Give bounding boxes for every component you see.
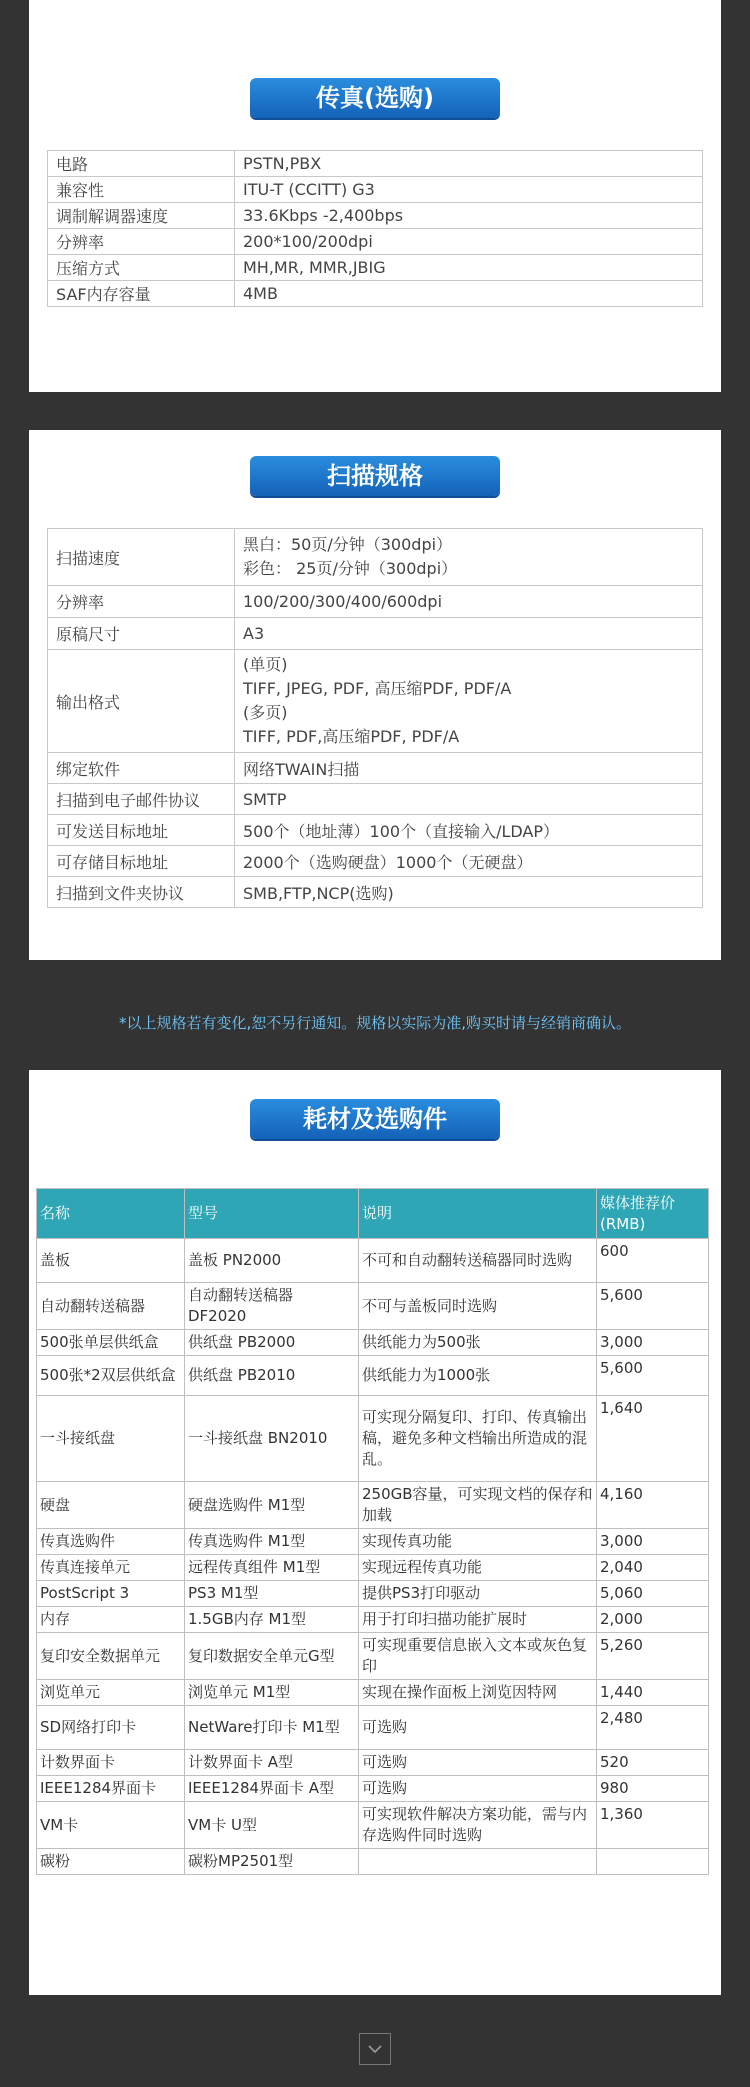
cell-name: 浏览单元 [37, 1680, 185, 1706]
table-row [48, 151, 703, 177]
spec-key: 扫描到文件夹协议 [48, 877, 235, 908]
cell-price: 2,000 [597, 1607, 709, 1633]
cell-name: 传真选购件 [37, 1529, 185, 1555]
cell-model: 硬盘选购件 M1型 [185, 1482, 359, 1529]
cell-desc: 供纸能力为1000张 [359, 1356, 597, 1396]
spec-key: 调制解调器速度 [48, 203, 235, 229]
spec-value: 500个（地址薄）100个（直接输入/LDAP） [235, 815, 703, 846]
table-row [37, 1776, 709, 1802]
spec-value-line: 黑白：50页/分钟（300dpi） [243, 535, 453, 554]
spec-value-line: (单页) [243, 655, 288, 674]
cell-price: 3,000 [597, 1330, 709, 1356]
spec-key: SAF内存容量 [48, 281, 235, 307]
table-row [37, 1706, 709, 1750]
cell-price: 5,600 [597, 1283, 709, 1330]
cell-price: 2,480 [597, 1706, 709, 1750]
cell-model: VM卡 U型 [185, 1802, 359, 1849]
table-row [48, 203, 703, 229]
spec-value: 100/200/300/400/600dpi [235, 586, 703, 618]
cell-desc: 供纸能力为500张 [359, 1330, 597, 1356]
table-row [48, 177, 703, 203]
spec-key: 输出格式 [48, 650, 235, 753]
cell-desc: 可选购 [359, 1750, 597, 1776]
fax-spec-table [47, 150, 703, 307]
cell-name: SD网络打印卡 [37, 1706, 185, 1750]
table-row [37, 1283, 709, 1330]
cell-name: PostScript 3 [37, 1581, 185, 1607]
table-row [48, 281, 703, 307]
cell-name: 计数界面卡 [37, 1750, 185, 1776]
cell-desc: 不可与盖板同时选购 [359, 1283, 597, 1330]
scan-spec-table [47, 528, 703, 908]
cell-model: 计数界面卡 A型 [185, 1750, 359, 1776]
column-header-name: 名称 [37, 1189, 185, 1239]
table-row [48, 650, 703, 753]
cell-model: 1.5GB内存 M1型 [185, 1607, 359, 1633]
cell-model: 供纸盘 PB2010 [185, 1356, 359, 1396]
cell-desc: 实现在操作面板上浏览因特网 [359, 1680, 597, 1706]
cell-desc: 可实现软件解决方案功能，需与内存选购件同时选购 [359, 1802, 597, 1849]
cell-model: 盖板 PN2000 [185, 1239, 359, 1283]
spec-value: 网络TWAIN扫描 [235, 753, 703, 784]
cell-desc: 用于打印扫描功能扩展时 [359, 1607, 597, 1633]
table-row [48, 784, 703, 815]
cell-price: 520 [597, 1750, 709, 1776]
spec-value: 2000个（选购硬盘）1000个（无硬盘） [235, 846, 703, 877]
spec-key: 扫描到电子邮件协议 [48, 784, 235, 815]
consumables-section-title: 耗材及选购件 [250, 1099, 500, 1139]
cell-desc [359, 1849, 597, 1875]
cell-price: 2,040 [597, 1555, 709, 1581]
table-row [48, 753, 703, 784]
cell-model: 供纸盘 PB2000 [185, 1330, 359, 1356]
cell-desc: 可实现分隔复印、打印、传真输出稿，避免多种文档输出所造成的混乱。 [359, 1396, 597, 1482]
table-row [48, 529, 703, 586]
cell-price: 5,600 [597, 1356, 709, 1396]
spec-value-line: TIFF, PDF,高压缩PDF, PDF/A [243, 727, 460, 746]
cell-price: 1,440 [597, 1680, 709, 1706]
cell-model: 碳粉MP2501型 [185, 1849, 359, 1875]
cell-price [597, 1849, 709, 1875]
cell-name: 一斗接纸盘 [37, 1396, 185, 1482]
cell-desc: 提供PS3打印驱动 [359, 1581, 597, 1607]
cell-price: 3,000 [597, 1529, 709, 1555]
cell-model: 远程传真组件 M1型 [185, 1555, 359, 1581]
spec-value-line: TIFF, JPEG, PDF, 高压缩PDF, PDF/A [243, 679, 512, 698]
cell-model: 浏览单元 M1型 [185, 1680, 359, 1706]
spec-value: MH,MR, MMR,JBIG [235, 255, 703, 281]
table-row [48, 815, 703, 846]
cell-desc: 实现传真功能 [359, 1529, 597, 1555]
cell-model: 一斗接纸盘 BN2010 [185, 1396, 359, 1482]
table-row [48, 586, 703, 618]
cell-name: 传真连接单元 [37, 1555, 185, 1581]
table-row [48, 229, 703, 255]
table-row [37, 1239, 709, 1283]
column-header-desc: 说明 [359, 1189, 597, 1239]
disclaimer-notice: *以上规格若有变化,恕不另行通知。规格以实际为准,购买时请与经销商确认。 [118, 1014, 632, 1032]
spec-key: 压缩方式 [48, 255, 235, 281]
cell-price: 5,060 [597, 1581, 709, 1607]
spec-key: 分辨率 [48, 229, 235, 255]
fax-spec-card [29, 0, 721, 392]
consumables-table [36, 1188, 709, 1875]
table-row [37, 1581, 709, 1607]
table-row [37, 1555, 709, 1581]
table-row [37, 1607, 709, 1633]
cell-model: 复印数据安全单元G型 [185, 1633, 359, 1680]
spec-value: SMB,FTP,NCP(选购) [235, 877, 703, 908]
cell-name: 500张单层供纸盒 [37, 1330, 185, 1356]
cell-name: VM卡 [37, 1802, 185, 1849]
table-row [37, 1802, 709, 1849]
scroll-down-button[interactable] [359, 2033, 391, 2065]
cell-name: 盖板 [37, 1239, 185, 1283]
spec-value-line: (多页) [243, 703, 288, 722]
spec-key: 原稿尺寸 [48, 618, 235, 650]
scan-section-title: 扫描规格 [250, 456, 500, 496]
spec-value: 200*100/200dpi [235, 229, 703, 255]
table-row [48, 846, 703, 877]
cell-desc: 可选购 [359, 1776, 597, 1802]
spec-key: 绑定软件 [48, 753, 235, 784]
spec-value: ITU-T (CCITT) G3 [235, 177, 703, 203]
chevron-down-icon [360, 2034, 390, 2064]
table-row [48, 255, 703, 281]
column-header-price: 媒体推荐价(RMB) [597, 1189, 709, 1239]
cell-name: 硬盘 [37, 1482, 185, 1529]
cell-model: 传真选购件 M1型 [185, 1529, 359, 1555]
table-row [37, 1633, 709, 1680]
spec-value [235, 529, 703, 586]
table-row [48, 618, 703, 650]
spec-key: 可存储目标地址 [48, 846, 235, 877]
cell-price: 5,260 [597, 1633, 709, 1680]
column-header-model: 型号 [185, 1189, 359, 1239]
table-row [37, 1356, 709, 1396]
cell-desc: 不可和自动翻转送稿器同时选购 [359, 1239, 597, 1283]
spec-key: 扫描速度 [48, 529, 235, 586]
cell-name: 内存 [37, 1607, 185, 1633]
fax-section-title: 传真(选购) [250, 78, 500, 118]
cell-name: 碳粉 [37, 1849, 185, 1875]
cell-price: 980 [597, 1776, 709, 1802]
cell-price: 4,160 [597, 1482, 709, 1529]
spec-key: 电路 [48, 151, 235, 177]
table-row [37, 1330, 709, 1356]
cell-name: 自动翻转送稿器 [37, 1283, 185, 1330]
cell-model: NetWare打印卡 M1型 [185, 1706, 359, 1750]
cell-model: 自动翻转送稿器 DF2020 [185, 1283, 359, 1330]
spec-value: PSTN,PBX [235, 151, 703, 177]
cell-price: 1,360 [597, 1802, 709, 1849]
table-row [37, 1482, 709, 1529]
cell-desc: 实现远程传真功能 [359, 1555, 597, 1581]
scan-spec-card [29, 430, 721, 960]
cell-model: PS3 M1型 [185, 1581, 359, 1607]
cell-name: IEEE1284界面卡 [37, 1776, 185, 1802]
cell-desc: 可选购 [359, 1706, 597, 1750]
cell-price: 1,640 [597, 1396, 709, 1482]
spec-value [235, 650, 703, 753]
cell-desc: 250GB容量，可实现文档的保存和加载 [359, 1482, 597, 1529]
table-row [37, 1529, 709, 1555]
spec-key: 兼容性 [48, 177, 235, 203]
cell-model: IEEE1284界面卡 A型 [185, 1776, 359, 1802]
spec-value: 4MB [235, 281, 703, 307]
cell-price: 600 [597, 1239, 709, 1283]
table-row [37, 1396, 709, 1482]
cell-name: 500张*2双层供纸盒 [37, 1356, 185, 1396]
table-row [48, 877, 703, 908]
spec-value-line: 彩色： 25页/分钟（300dpi） [243, 559, 458, 578]
table-row [37, 1680, 709, 1706]
cell-name: 复印安全数据单元 [37, 1633, 185, 1680]
spec-key: 分辨率 [48, 586, 235, 618]
spec-key: 可发送目标地址 [48, 815, 235, 846]
table-row [37, 1849, 709, 1875]
table-row [37, 1750, 709, 1776]
spec-value: 33.6Kbps -2,400bps [235, 203, 703, 229]
spec-value: SMTP [235, 784, 703, 815]
spec-value: A3 [235, 618, 703, 650]
cell-desc: 可实现重要信息嵌入文本或灰色复印 [359, 1633, 597, 1680]
consumables-card [29, 1070, 721, 1995]
table-header-row [37, 1189, 709, 1239]
